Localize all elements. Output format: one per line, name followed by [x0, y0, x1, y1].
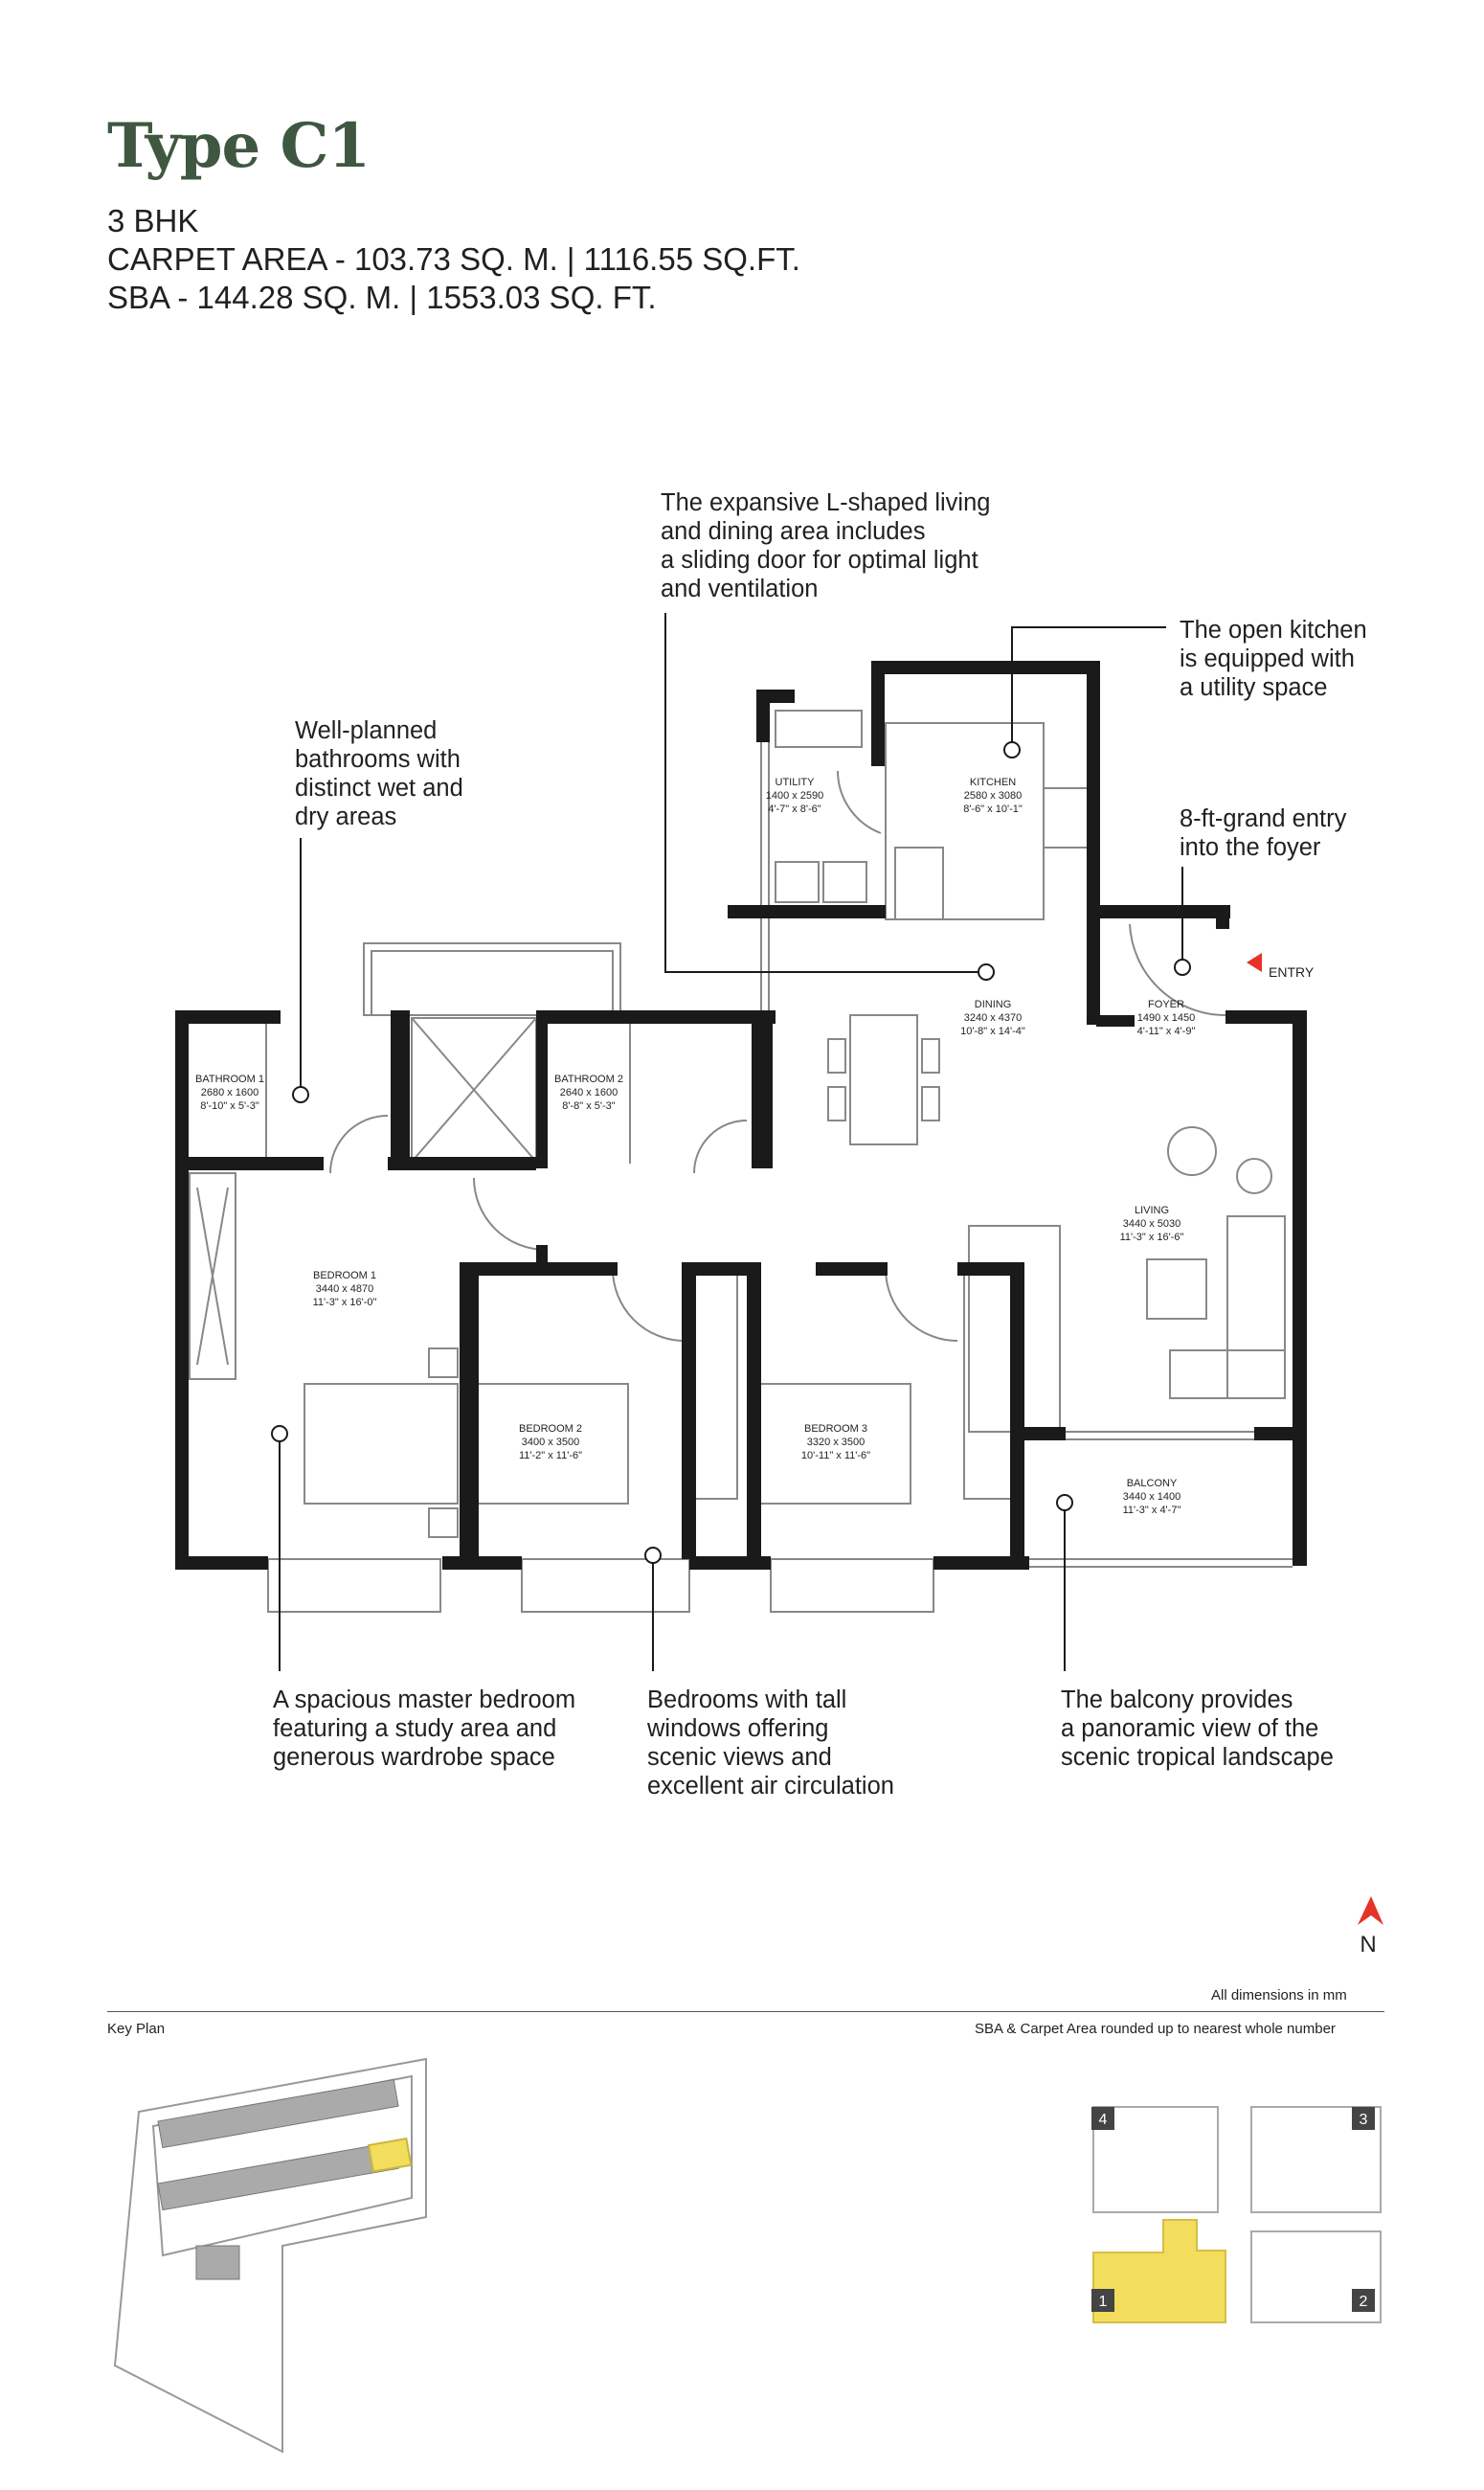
room-bed3-name: BEDROOM 3: [803, 1423, 868, 1435]
room-foyer-ft: 4'-11" x 4'-9": [1136, 1026, 1196, 1037]
room-dining-mm: 3240 x 4370: [963, 1012, 1023, 1024]
room-balcony-ft: 11'-3" x 4'-7": [1122, 1505, 1181, 1516]
footer-divider: [107, 2011, 1384, 2012]
page-title: Type C1: [107, 110, 370, 182]
room-utility-ft: 4'-7" x 8'-6": [768, 804, 821, 815]
callout-entry: 8-ft-grand entry into the foyer: [1180, 805, 1347, 861]
key-plan-site: [115, 2059, 426, 2452]
room-kitchen-mm: 2580 x 3080: [963, 790, 1023, 802]
room-bed1-name: BEDROOM 1: [312, 1270, 377, 1281]
callout-balcony: The balcony provides a panoramic view of the scenic tropical landscape: [1061, 1686, 1334, 1771]
unit-1-label: 1: [1098, 2294, 1108, 2310]
room-living-name: LIVING: [1134, 1205, 1170, 1216]
thin-lines: [190, 704, 1293, 1612]
key-plan-highlight: [369, 2139, 411, 2172]
room-bed2-mm: 3400 x 3500: [521, 1437, 580, 1448]
callout-bedrooms: Bedrooms with tall windows offering scenic views and excellent air circulation: [647, 1686, 894, 1800]
room-balcony-mm: 3440 x 1400: [1122, 1491, 1181, 1503]
room-living-ft: 11'-3" x 16'-6": [1119, 1232, 1184, 1243]
callout-master-bedroom: A spacious master bedroom featuring a study area and generous wardrobe space: [273, 1686, 576, 1771]
room-kitchen-ft: 8'-6" x 10'-1": [963, 804, 1023, 815]
entry-label: ENTRY: [1269, 964, 1315, 980]
room-bed3-ft: 10'-11" x 11'-6": [800, 1450, 871, 1461]
room-utility-name: UTILITY: [775, 777, 815, 788]
north-arrow-icon: [1358, 1896, 1383, 1925]
room-bath1-name: BATHROOM 1: [195, 1074, 264, 1085]
unit-3-label: 3: [1359, 2112, 1368, 2128]
room-bed2-name: BEDROOM 2: [518, 1423, 583, 1435]
room-utility-mm: 1400 x 2590: [765, 790, 824, 802]
room-foyer-mm: 1490 x 1450: [1136, 1012, 1196, 1024]
room-foyer-name: FOYER: [1148, 999, 1184, 1010]
room-dining-ft: 10'-8" x 14'-4": [960, 1026, 1025, 1037]
room-bed1-mm: 3440 x 4870: [315, 1283, 374, 1295]
unit-4-label: 4: [1098, 2112, 1108, 2128]
room-living-mm: 3440 x 5030: [1122, 1218, 1181, 1230]
room-kitchen-name: KITCHEN: [969, 777, 1017, 788]
unit-2-label: 2: [1359, 2294, 1368, 2310]
room-bed3-mm: 3320 x 3500: [806, 1437, 866, 1448]
north-label: N: [1360, 1932, 1377, 1958]
rounding-note: SBA & Carpet Area rounded up to nearest whole number: [975, 2021, 1336, 2037]
dimensions-note: All dimensions in mm: [1211, 1987, 1347, 2003]
key-plan-units: [1091, 2107, 1381, 2322]
super-built-area: SBA - 144.28 SQ. M. | 1553.03 SQ. FT.: [107, 280, 657, 315]
room-balcony-name: BALCONY: [1126, 1478, 1178, 1489]
room-bath1-mm: 2680 x 1600: [200, 1087, 259, 1098]
room-bath2-name: BATHROOM 2: [554, 1074, 623, 1085]
unit-configuration: 3 BHK: [107, 203, 199, 238]
room-dining-name: DINING: [974, 999, 1012, 1010]
room-labels: [195, 777, 1377, 1958]
entry-arrow-icon: [1247, 953, 1262, 972]
room-bed2-ft: 11'-2" x 11'-6": [518, 1450, 583, 1461]
key-plan-label: Key Plan: [107, 2021, 166, 2037]
callout-kitchen: The open kitchen is equipped with a utility space: [1180, 617, 1367, 701]
room-bath2-ft: 8'-8" x 5'-3": [562, 1100, 616, 1112]
room-bath2-mm: 2640 x 1600: [559, 1087, 618, 1098]
callout-living-dining: The expansive L-shaped living and dining area includes a sliding door for optimal light and ventilation: [661, 489, 991, 602]
room-bed1-ft: 11'-3" x 16'-0": [312, 1297, 377, 1308]
callout-bathrooms: Well-planned bathrooms with distinct wet and dry areas: [295, 717, 463, 830]
carpet-area: CARPET AREA - 103.73 SQ. M. | 1116.55 SQ.FT.: [107, 241, 800, 277]
room-bath1-ft: 8'-10" x 5'-3": [200, 1100, 259, 1112]
